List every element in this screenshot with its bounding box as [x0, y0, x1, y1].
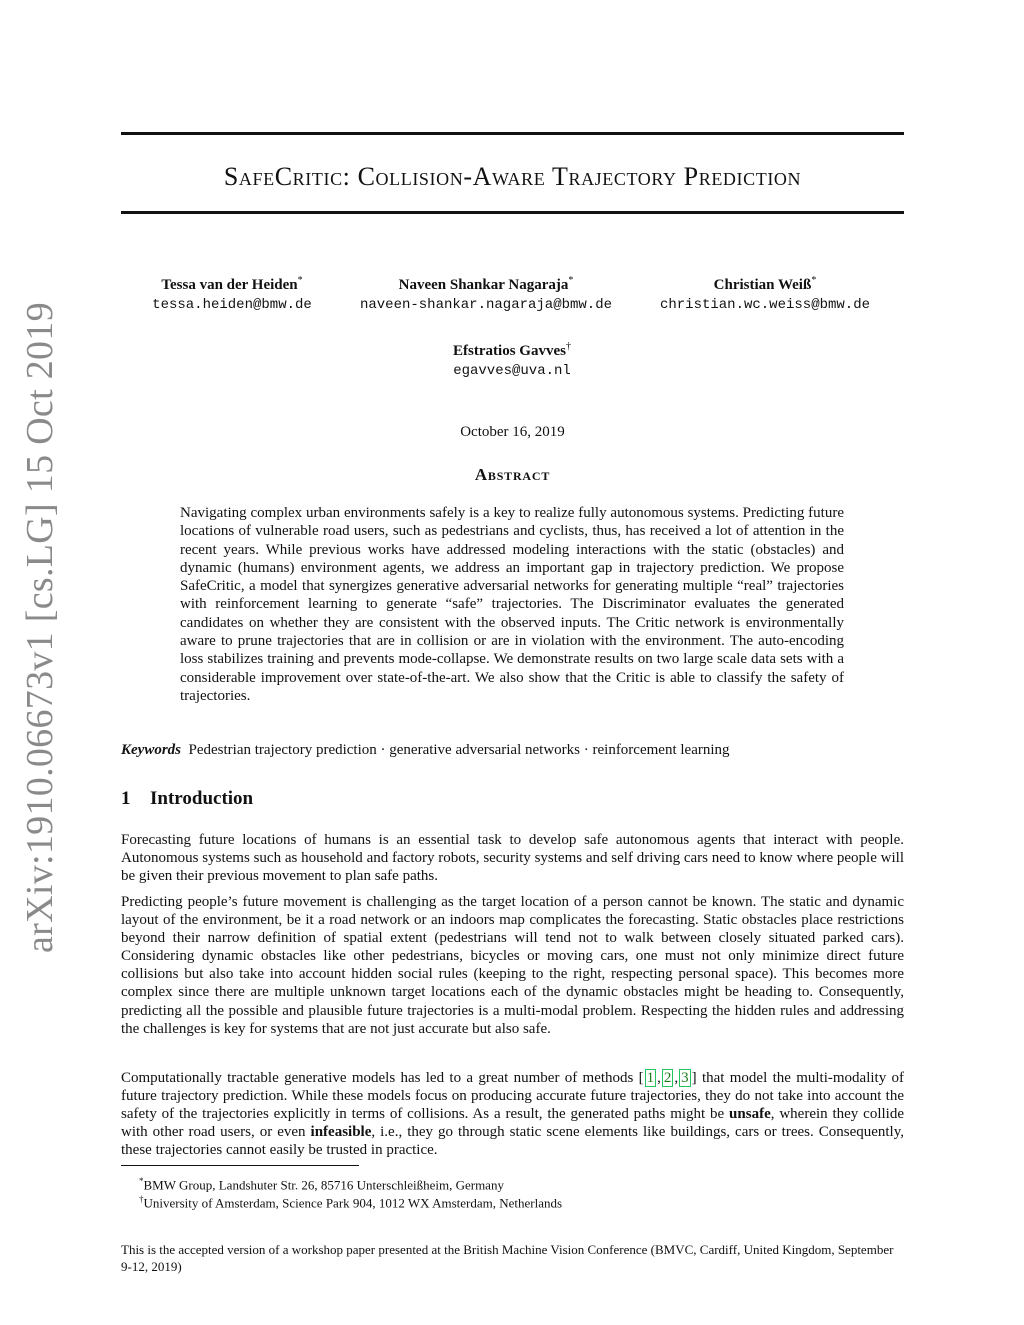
section-title: Introduction: [150, 788, 254, 809]
footnote: †University of Amsterdam, Science Park 904, 1012 WX Amsterdam, Netherlands: [139, 1194, 563, 1211]
abstract-heading: Abstract: [474, 465, 551, 484]
emphasis-infeasible: infeasible: [310, 1124, 372, 1141]
keywords-line: [121, 742, 904, 759]
paper-title: SafeCritic: Collision-Aware Trajectory Prediction: [223, 162, 802, 191]
emphasis-unsafe: unsafe: [729, 1106, 771, 1123]
keywords-text: Pedestrian trajectory prediction · generative adversarial networks · reinforcement learning: [188, 742, 730, 758]
author-block: [121, 271, 343, 315]
intro-paragraph-1: Forecasting future locations of humans is an essential task to develop safe autonomous agents that interact with people. Autonomous systems such as household and factory robots, security systems and self driving cars need to know where people will be given their previous movement to plan safe paths.: [121, 832, 904, 885]
author-name: Tessa van der Heiden*: [161, 275, 303, 293]
author-email[interactable]: egavves@uva.nl: [453, 363, 571, 379]
title-rule-top: [121, 132, 904, 135]
author-name: Naveen Shankar Nagaraja*: [398, 275, 574, 293]
intro-paragraph-3: Computationally tractable generative models has led to a great number of methods [ 1 , 2 , 3 ] that model the multi-modality of future trajectory prediction. While these models focus on producing accurate future trajectories, they do not take into account the safety of the trajectories explicitly in terms of collisions. As a result, the generated paths might be unsafe, wherein they collide with other road users, or even infeasible, i.e., they go through static scene elements like buildings, cars or trees. Consequently, these trajectories cannot easily be trusted in practice.: [121, 1070, 905, 1159]
arxiv-identifier: arXiv:1910.06673v1 [cs.LG] 15 Oct 2019: [19, 302, 61, 953]
author-name: Efstratios Gavves†: [453, 341, 571, 359]
author-name: Christian Weiß*: [713, 275, 817, 293]
footnote: *BMW Group, Landshuter Str. 26, 85716 Unterschleißheim, Germany: [139, 1176, 504, 1193]
intro-paragraph-2: Predicting people’s future movement is challenging as the target location of a person cannot be known. The static and dynamic layout of the environment, be it a road network or an indoors map complicates the forecasting. Static obstacles place restrictions beyond their narrow definition of spatial extent (pedestrians will tend not to walk between closely situated parked cars). Considering dynamic obstacles like other pedestrians, bicycles or moving cars, one must not only minimize direct future collisions but also take into account hidden social rules (keeping to the right, respecting personal space). This becomes more complex since there are multiple unknown target locations each of the dynamic obstacles might be heading to. Consequently, predicting all the possible and plausible future trajectories is a multi-modal problem. Respecting the hidden rules and addressing the challenges is key for systems that are not just accurate but also safe.: [121, 894, 904, 1037]
author-block: [343, 271, 629, 315]
author-email[interactable]: tessa.heiden@bmw.de: [152, 297, 312, 313]
publication-note: This is the accepted version of a workshop paper presented at the British Machine Vision Conference (BMVC, Cardiff, United Kingdom, September 9-12, 2019): [121, 1242, 894, 1274]
keywords-label: Keywords: [121, 742, 181, 758]
author-email[interactable]: christian.wc.weiss@bmw.de: [659, 297, 871, 313]
author-email[interactable]: naveen-shankar.nagaraja@bmw.de: [359, 297, 613, 313]
author-block: [640, 271, 890, 315]
section-number: 1: [121, 788, 131, 809]
author-block: [412, 337, 612, 381]
title-rule-bottom: [121, 211, 904, 214]
paper-date: October 16, 2019: [460, 424, 565, 440]
section-heading: [121, 788, 253, 810]
citation-link[interactable]: 3: [681, 1070, 689, 1086]
abstract-text: Navigating complex urban environments safely is a key to realize fully autonomous systems. Predicting future locations of vulnerable road users, such as pedestrians and cyclists, thus, has received a lot of attention in the recent years. While previous works have addressed modeling interactions with the static (obstacles) and dynamic (humans) environment agents, we address an important gap in trajectory prediction. We propose SafeCritic, a model that synergizes generative adversarial networks for generating multiple “real” trajectories with reinforcement learning to generate “safe” trajectories. The Discriminator evaluates the generated candidates on whether they are consistent with the observed inputs. The Critic network is environmentally aware to prune trajectories that are in collision or are in violation with the environment. The auto-encoding loss stabilizes training and prevents mode-collapse. We demonstrate results on two large scale data sets with a considerable improvement over state-of-the-art. We also show that the Critic is able to classify the safety of trajectories.: [180, 505, 844, 704]
citation-link[interactable]: 2: [663, 1070, 672, 1086]
footnote-divider: [121, 1165, 359, 1166]
citation-link[interactable]: 1: [646, 1070, 655, 1086]
